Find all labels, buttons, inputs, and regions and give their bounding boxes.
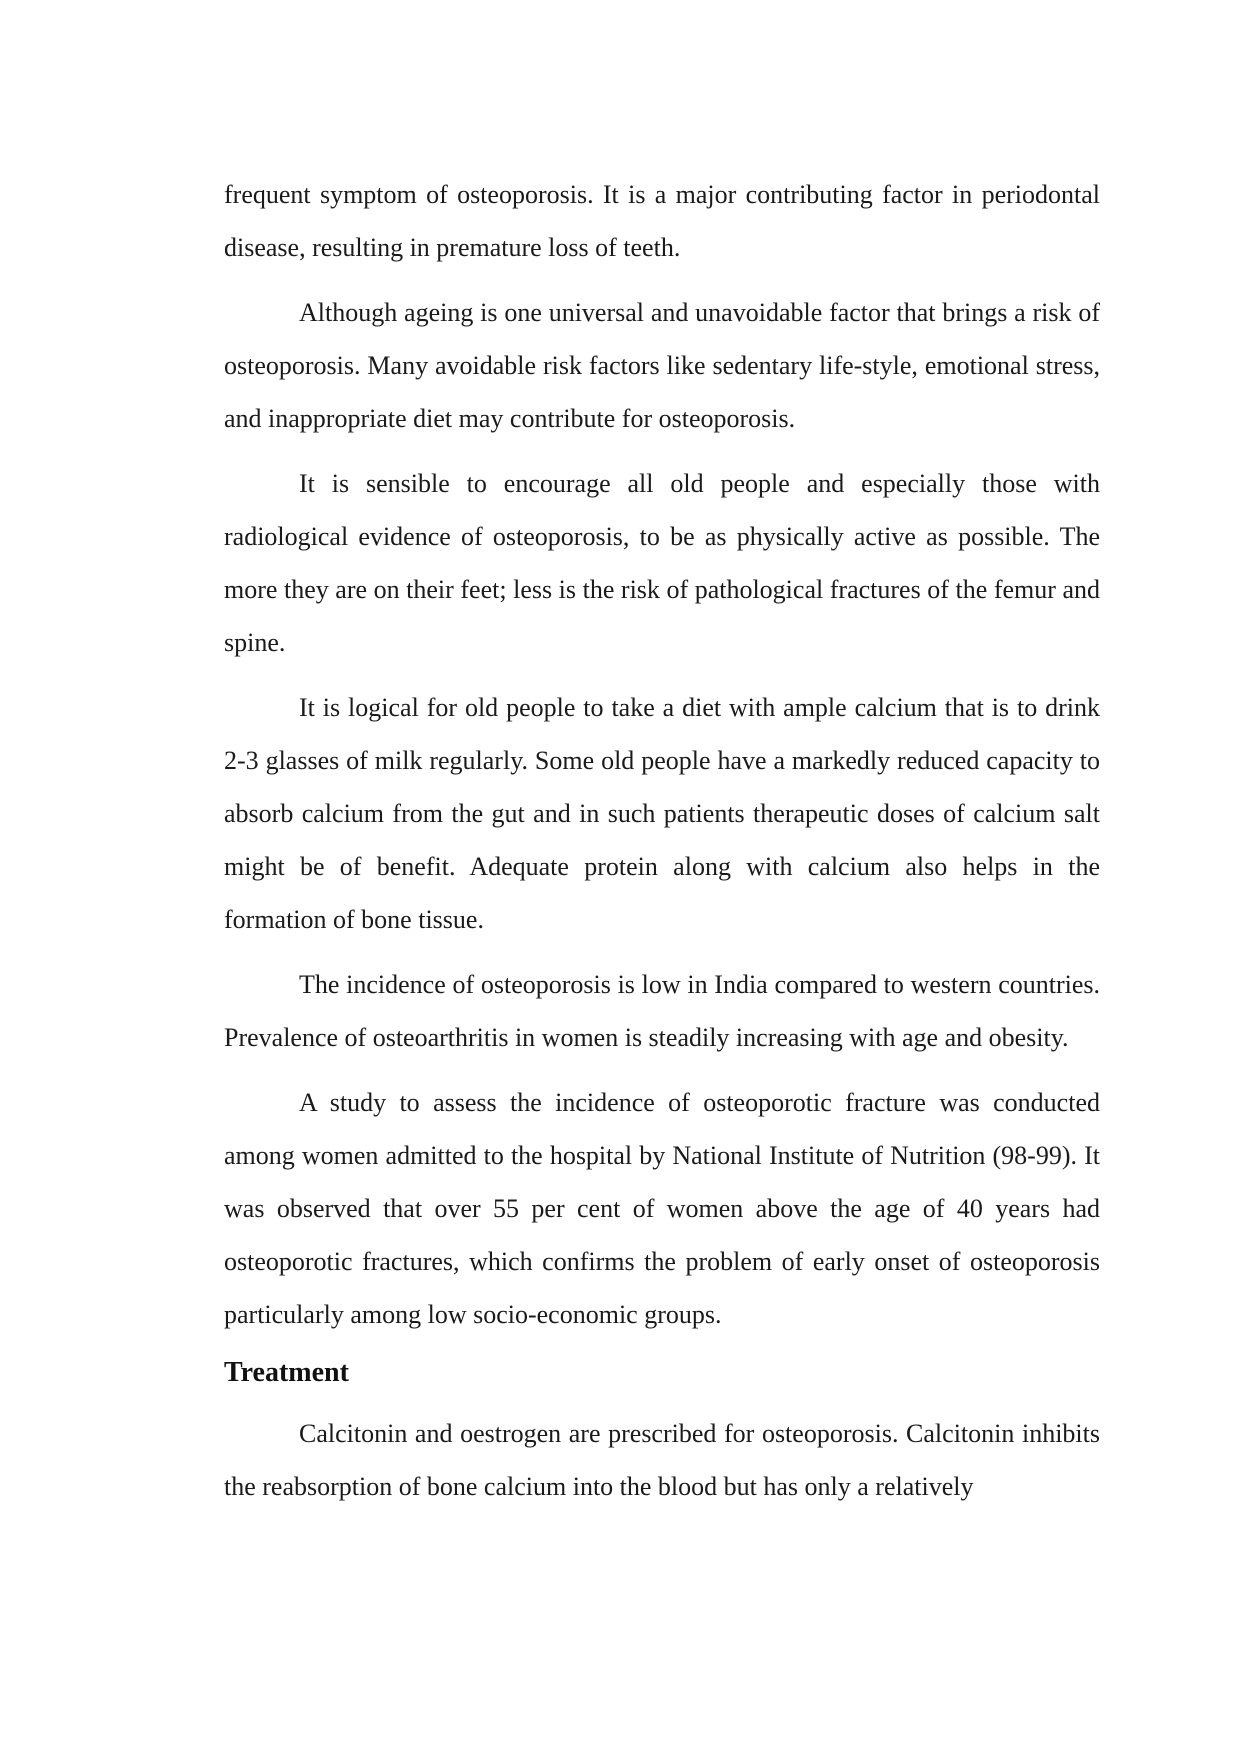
document-page xyxy=(224,168,1100,1525)
paragraph-ageing-risk: Although ageing is one universal and unavoidable factor that brings a risk of osteoporosis. Many avoidable risk factors like sedentary life-style, emotional stress, and inappropriate diet may contribute for osteoporosis. xyxy=(224,298,1100,433)
section-heading-treatment: Treatment xyxy=(224,1357,349,1388)
paragraph-calcium-diet: It is logical for old people to take a diet with ample calcium that is to drink 2-3 glasses of milk regularly. Some old people have a markedly reduced capacity to absorb calcium from the gut and in such patients therapeutic doses of calcium salt might be of benefit. Adequate protein along with calcium also helps in the formation of bone tissue. xyxy=(224,693,1100,934)
paragraph-treatment: Calcitonin and oestrogen are prescribed for osteoporosis. Calcitonin inhibits the reabsorption of bone calcium into the blood but has only a relatively xyxy=(224,1419,1100,1501)
paragraph-nin-study: A study to assess the incidence of osteoporotic fracture was conducted among women admitted to the hospital by National Institute of Nutrition (98-99). It was observed that over 55 per cent of women above the age of 40 years had osteoporotic fractures, which confirms the problem of early onset of osteoporosis particularly among low socio-economic groups. xyxy=(224,1088,1100,1329)
paragraph-incidence-india: The incidence of osteoporosis is low in India compared to western countries. Prevalence of osteoarthritis in women is steadily increasing with age and obesity. xyxy=(224,970,1100,1052)
paragraph-continued: frequent symptom of osteoporosis. It is a major contributing factor in periodontal disease, resulting in premature loss of teeth. xyxy=(224,180,1100,262)
paragraph-physical-activity: It is sensible to encourage all old people and especially those with radiological evidence of osteoporosis, to be as physically active as possible. The more they are on their feet; less is the risk of pathological fractures of the femur and spine. xyxy=(224,469,1100,657)
